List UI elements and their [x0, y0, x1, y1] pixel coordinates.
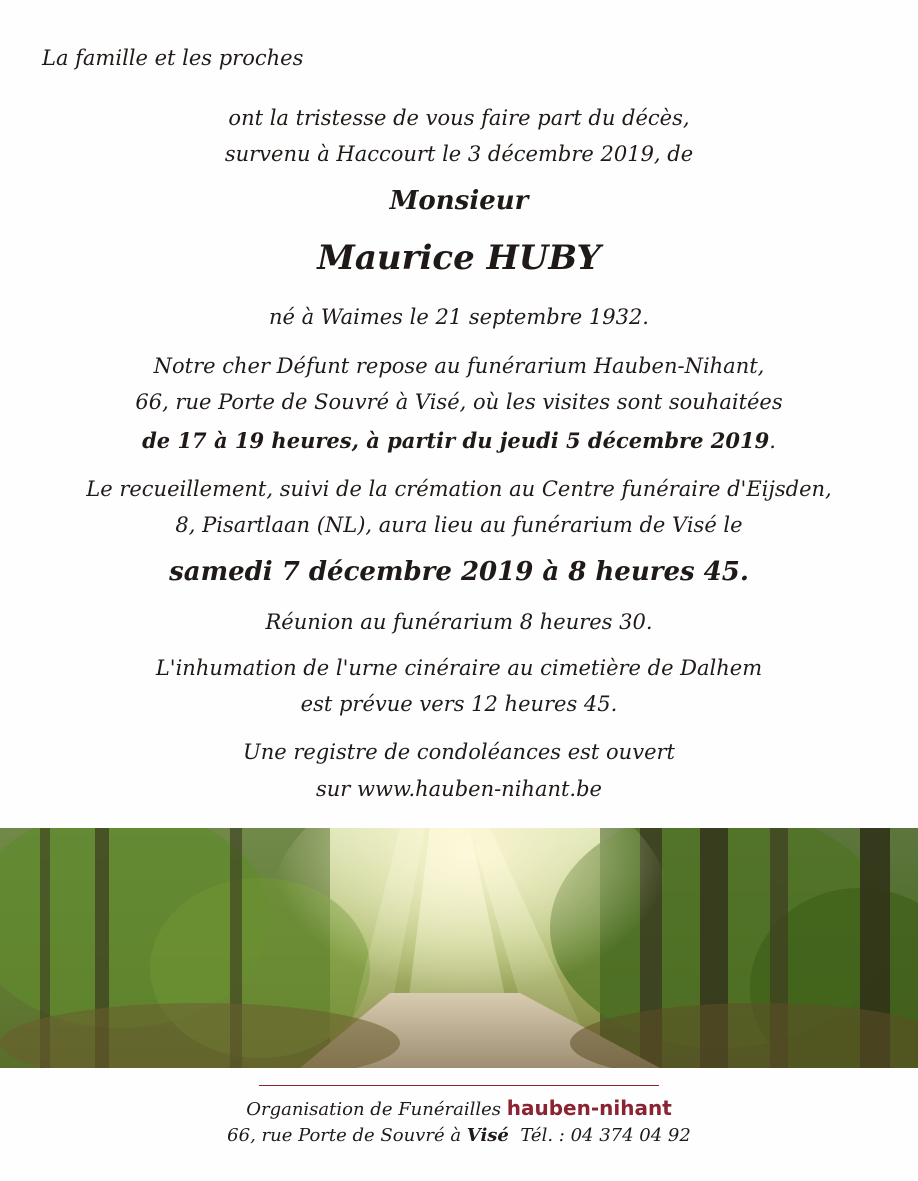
register-line-2: sur www.hauben-nihant.be: [316, 777, 602, 801]
ceremony-line-2: 8, Pisartlaan (NL), aura lieu au funérarium de Visé le: [175, 513, 743, 537]
ceremony-line-1: Le recueillement, suivi de la crémation au Centre funéraire d'Eijsden,: [86, 477, 832, 501]
deceased-name: Maurice HUBY: [317, 238, 601, 278]
urn-line-2: est prévue vers 12 heures 45.: [300, 692, 618, 716]
ceremony-date: [0, 557, 918, 587]
visit-hours-text: de 17 à 19 heures, à partir du jeudi 5 décembre 2019: [142, 428, 770, 453]
urn-line-1: L'inhumation de l'urne cinéraire au cimetière de Dalhem: [155, 656, 763, 680]
birth-info: né à Waimes le 21 septembre 1932.: [269, 305, 649, 329]
address-prefix: 66, rue Porte de Souvré à: [227, 1125, 462, 1146]
footer-address: [0, 1125, 918, 1146]
footer-organisation: [0, 1096, 918, 1120]
deceased-title: Monsieur: [389, 186, 529, 216]
footer-divider: [259, 1085, 659, 1086]
register-line-1: Une registre de condoléances est ouvert: [243, 740, 675, 764]
ceremony-date-text: samedi 7 décembre 2019 à 8 heures 45: [169, 557, 740, 587]
announcement-line-1: ont la tristesse de vous faire part du décès,: [228, 106, 690, 130]
org-label: Organisation de Funérailles: [246, 1099, 502, 1120]
visit-hours: [0, 428, 918, 453]
announcement-line-2: survenu à Haccourt le 3 décembre 2019, de: [224, 142, 694, 166]
rest-line-1: Notre cher Défunt repose au funérarium Hauben-Nihant,: [153, 354, 765, 378]
ceremony-date-period: .: [739, 557, 749, 587]
address-city: Visé: [466, 1125, 509, 1146]
meeting-time: Réunion au funérarium 8 heures 30.: [265, 610, 653, 634]
family-heading: La famille et les proches: [42, 46, 304, 70]
forest-path-photo: [0, 828, 918, 1068]
brand-logo: hauben-nihant: [506, 1096, 672, 1120]
visit-hours-period: .: [769, 429, 776, 453]
rest-line-2: 66, rue Porte de Souvré à Visé, où les visites sont souhaitées: [135, 390, 783, 414]
phone-number: Tél. : 04 374 04 92: [520, 1125, 691, 1146]
